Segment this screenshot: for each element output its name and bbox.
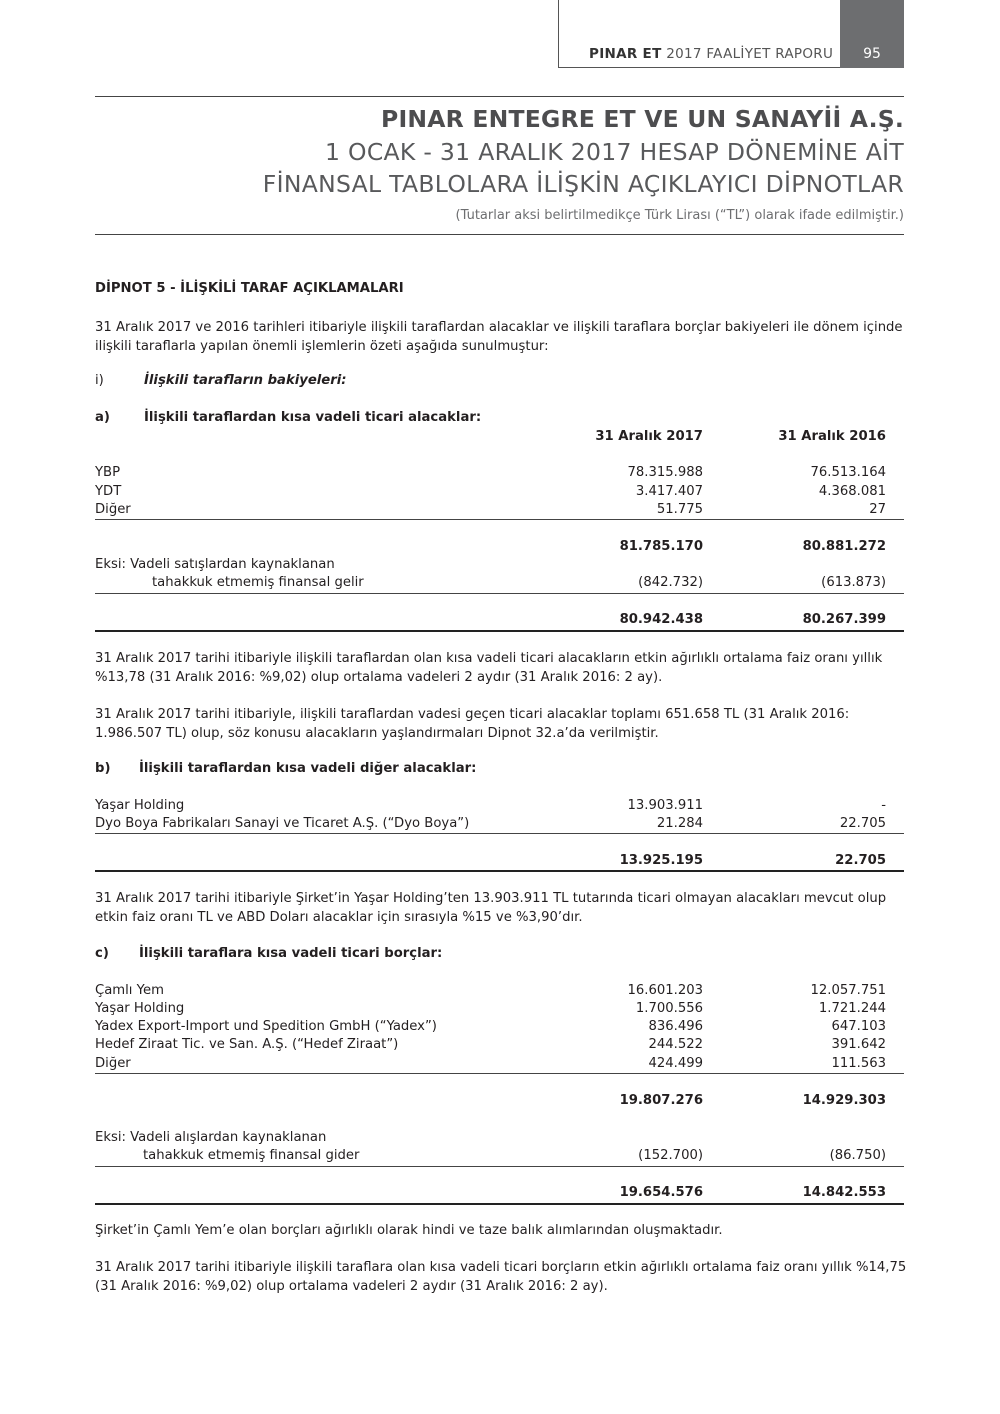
currency-note: (Tutarlar aksi belirtilmedikçe Türk Lirası (“TL”) olarak ifade edilmiştir.)	[455, 208, 904, 223]
row-value-2016: 647.103	[831, 1019, 886, 1034]
less-value-2016: (613.873)	[821, 575, 886, 590]
notes-title: FİNANSAL TABLOLARA İLİŞKİN AÇIKLAYICI DİPNOTLAR	[262, 170, 904, 198]
column-header-2017: 31 Aralık 2017	[595, 429, 703, 444]
table-rule	[95, 519, 904, 520]
paragraph: 31 Aralık 2017 tarihi itibariyle ilişkili taraflara olan kısa vadeli ticari borçların etkin ağırlıklı ortalama faiz oranı yıllık %14,75 (31 Aralık 2016: %9,02) olup ortalama vadeleri 2 aydır (31 Aralık 2016: 2 ay).	[95, 1260, 907, 1294]
row-value-2017: 78.315.988	[627, 465, 703, 480]
row-value-2016: 111.563	[831, 1056, 886, 1071]
total-2017: 80.942.438	[619, 612, 703, 627]
row-label: Yaşar Holding	[95, 798, 185, 813]
total-2017: 19.654.576	[619, 1185, 703, 1200]
intro-paragraph: 31 Aralık 2017 ve 2016 tarihleri itibariyle ilişkili taraflardan alacaklar ve ilişkili taraflara borçlar bakiyeleri ile dönem içinde ilişkili taraflarla yapılan önemli işlemlerin özeti aşağıda sunulmuştur:	[95, 320, 903, 354]
total-2016: 14.842.553	[802, 1185, 886, 1200]
title-top-rule	[95, 96, 904, 97]
row-value-2017: 244.522	[648, 1037, 703, 1052]
row-value-2017: 1.700.556	[635, 1001, 703, 1016]
less-label: Eksi: Vadeli satışlardan kaynaklanan	[95, 557, 335, 572]
subtotal-2016: 80.881.272	[802, 539, 886, 554]
row-label: Çamlı Yem	[95, 983, 164, 998]
table-rule	[95, 593, 904, 594]
table-rule	[95, 1073, 904, 1074]
row-label: Diğer	[95, 1056, 131, 1071]
less-value-2017: (842.732)	[638, 575, 703, 590]
company-name: PINAR ENTEGRE ET VE UN SANAYİİ A.Ş.	[381, 105, 904, 133]
row-label: Dyo Boya Fabrikaları Sanayi ve Ticaret A.Ş. (“Dyo Boya”)	[95, 816, 470, 831]
paragraph: 31 Aralık 2017 tarihi itibariyle, ilişkili taraflardan vadesi geçen ticari alacaklar toplamı 651.658 TL (31 Aralık 2016: 1.986.507 TL) olup, söz konusu alacakların yaşlandırmaları Dipnot 32.a’da verilmiştir.	[95, 707, 850, 741]
total-rule	[95, 630, 904, 632]
row-value-2016: -	[881, 798, 886, 813]
sub-i-title: İlişkili tarafların bakiyeleri:	[144, 373, 347, 388]
section-b-label: b)	[95, 761, 111, 776]
row-value-2016: 27	[869, 502, 886, 517]
brand: PINAR ET	[589, 46, 662, 62]
section-c-title: İlişkili taraflara kısa vadeli ticari borçlar:	[139, 946, 443, 961]
row-label: Diğer	[95, 502, 131, 517]
subtotal-2017: 81.785.170	[619, 539, 703, 554]
row-value-2017: 836.496	[648, 1019, 703, 1034]
title-bottom-rule	[95, 234, 904, 235]
period-title: 1 OCAK - 31 ARALIK 2017 HESAP DÖNEMİNE AİT	[325, 138, 904, 166]
row-value-2017: 3.417.407	[635, 484, 703, 499]
total-2016: 80.267.399	[802, 612, 886, 627]
row-value-2017: 21.284	[656, 816, 703, 831]
paragraph: Şirket’in Çamlı Yem’e olan borçları ağırlıklı olarak hindi ve taze balık alımlarından oluşmaktadır.	[95, 1223, 723, 1238]
row-value-2017: 16.601.203	[627, 983, 703, 998]
row-value-2016: 391.642	[831, 1037, 886, 1052]
page-number: 95	[863, 46, 881, 62]
total-rule	[95, 1203, 904, 1205]
section-b-title: İlişkili taraflardan kısa vadeli diğer alacaklar:	[139, 761, 477, 776]
less-label-continued: tahakkuk etmemiş finansal gelir	[152, 575, 364, 590]
report-name: 2017 FAALİYET RAPORU	[666, 46, 834, 62]
row-value-2016: 1.721.244	[818, 1001, 886, 1016]
paragraph: 31 Aralık 2017 tarihi itibariyle ilişkili taraflardan olan kısa vadeli ticari alacakların etkin ağırlıklı ortalama faiz oranı yıllık %13,78 (31 Aralık 2016: %9,02) olup ortalama vadeleri 2 aydır (31 Aralık 2016: 2 ay).	[95, 651, 883, 685]
subtotal-2017: 19.807.276	[619, 1093, 703, 1108]
row-value-2016: 4.368.081	[818, 484, 886, 499]
row-value-2016: 76.513.164	[810, 465, 886, 480]
section-a-label: a)	[95, 410, 110, 425]
row-value-2017: 13.903.911	[627, 798, 703, 813]
row-value-2016: 12.057.751	[810, 983, 886, 998]
section-a-title: İlişkili taraflardan kısa vadeli ticari alacaklar:	[144, 410, 482, 425]
total-2016: 22.705	[835, 853, 886, 868]
row-label: YBP	[95, 465, 121, 480]
less-value-2017: (152.700)	[638, 1148, 703, 1163]
section-title: DİPNOT 5 - İLİŞKİLİ TARAF AÇIKLAMALARI	[95, 281, 404, 296]
total-rule	[95, 870, 904, 872]
paragraph: 31 Aralık 2017 tarihi itibariyle Şirket’in Yaşar Holding’ten 13.903.911 TL tutarında ticari olmayan alacakları mevcut olup etkin faiz oranı TL ve ABD Doları alacaklar için sırasıyla %15 ve %3,90’dır.	[95, 891, 887, 925]
subtotal-2016: 14.929.303	[802, 1093, 886, 1108]
row-value-2017: 424.499	[648, 1056, 703, 1071]
total-2017: 13.925.195	[619, 853, 703, 868]
row-label: Yaşar Holding	[95, 1001, 185, 1016]
less-value-2016: (86.750)	[829, 1148, 886, 1163]
row-value-2016: 22.705	[839, 816, 886, 831]
row-value-2017: 51.775	[656, 502, 703, 517]
section-c-label: c)	[95, 946, 109, 961]
table-rule	[95, 1166, 904, 1167]
table-rule	[95, 833, 904, 834]
less-label-continued: tahakkuk etmemiş finansal gider	[143, 1148, 360, 1163]
sub-i-label: i)	[95, 373, 104, 388]
less-label: Eksi: Vadeli alışlardan kaynaklanan	[95, 1130, 327, 1145]
row-label: Hedef Ziraat Tic. ve San. A.Ş. (“Hedef Ziraat”)	[95, 1037, 399, 1052]
row-label: YDT	[95, 484, 122, 499]
row-label: Yadex Export-Import und Spedition GmbH (“Yadex”)	[95, 1019, 437, 1034]
report-title	[589, 46, 833, 62]
column-header-2016: 31 Aralık 2016	[778, 429, 886, 444]
